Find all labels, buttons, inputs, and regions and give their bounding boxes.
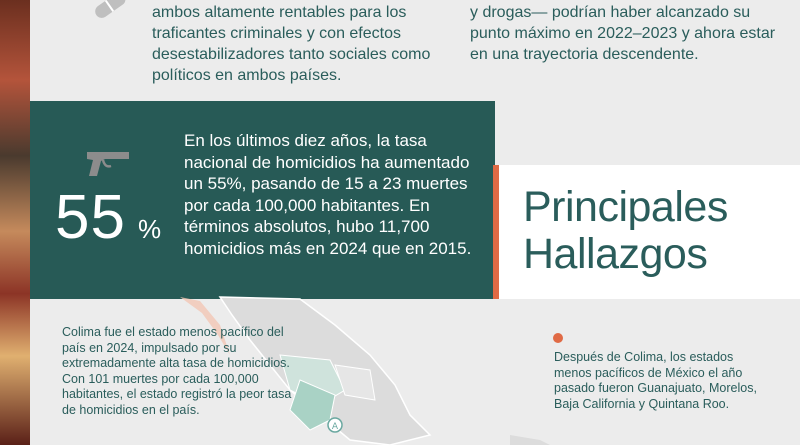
bullet-icon: [88, 0, 136, 22]
top-right-paragraph: y drogas— podrían haber alcanzado su punto máximo en 2022–2023 y ahora estar en una trayectoria descendente.: [470, 4, 776, 63]
section-title: [523, 184, 728, 278]
accent-dot: [553, 333, 563, 343]
map-right-annotation: Después de Colima, los estados menos pacíficos de México el año pasado fueron Guanajuato, Morelos, Baja California y Quintana Roo.: [554, 350, 757, 411]
stat-number: 55: [55, 183, 126, 252]
section-title-line1: Principales: [523, 183, 728, 231]
background-photo-strip: [0, 0, 30, 445]
stat-description: En los últimos diez años, la tasa nacional de homicidios ha aumentado un 55%, pasando de 15 a 23 muertes por cada 100,000 habitantes. En términos absolutos, hubo 11,700 homicidios más en 2024 que en 2015.: [184, 131, 472, 258]
top-left-paragraph: ambos altamente rentables para los traficantes criminales y con efectos desestabilizadores tanto sociales como políticos en ambos países.: [152, 4, 431, 84]
gun-icon: [85, 148, 131, 178]
stat-unit: %: [138, 214, 162, 244]
svg-text:A: A: [331, 422, 339, 432]
map-left-annotation: Colima fue el estado menos pacífico del país en 2024, impulsado por su extremadamente alta tasa de homicidios. Con 101 muertes por cada 100,000 habitantes, el estado registró la peor tasa de homicidios en el país.: [62, 325, 292, 417]
section-title-line2: Hallazgos: [523, 230, 708, 278]
